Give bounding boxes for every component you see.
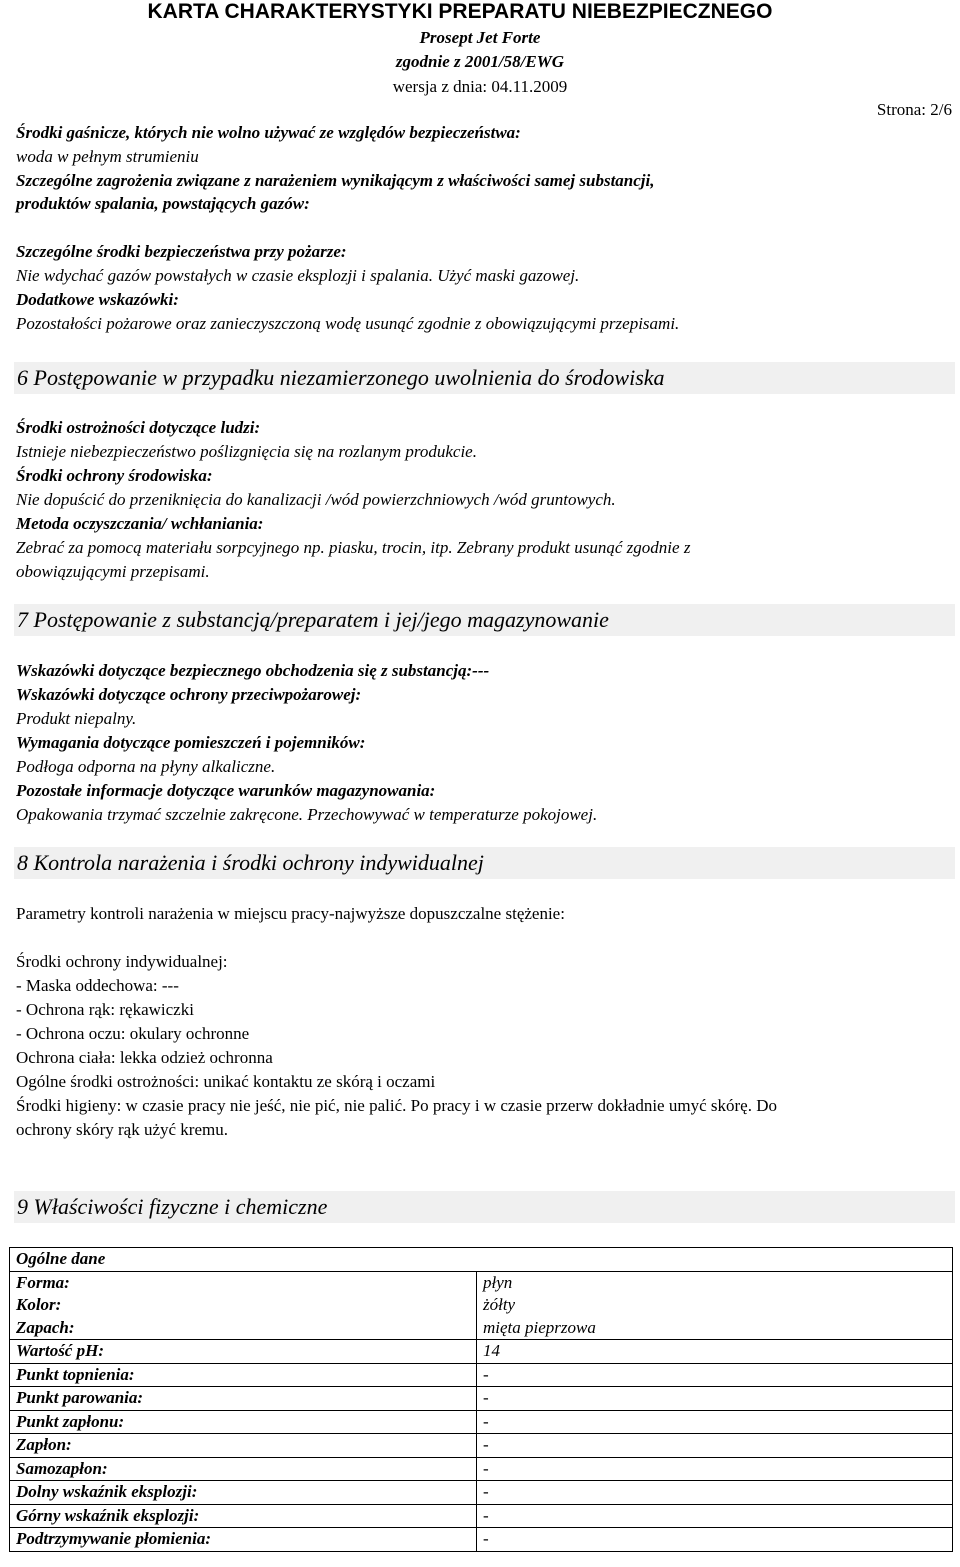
property-value: - <box>477 1504 953 1528</box>
table-row <box>10 1363 953 1387</box>
table-row <box>10 1410 953 1434</box>
section6-line: Zebrać za pomocą materiału sorpcyjnego np. piasku, trocin, itp. Zebrany produkt usunąć zgodnie z <box>16 538 691 557</box>
section8-header <box>14 847 955 879</box>
page-number: Strona: 2/6 <box>876 100 952 119</box>
property-label: Samozapłon: <box>10 1457 477 1481</box>
property-value: - <box>477 1363 953 1387</box>
regulation-reference: zgodnie z 2001/58/EWG <box>395 52 565 71</box>
table-row <box>10 1528 953 1552</box>
section8-line: Środki ochrony indywidualnej: <box>16 952 228 971</box>
table-row <box>10 1294 953 1317</box>
section8-line: ochrony skóry rąk użyć kremu. <box>16 1120 228 1139</box>
section5-line: Dodatkowe wskazówki: <box>16 290 179 309</box>
section9-title: 9 Właściwości fizyczne i chemiczne <box>17 1194 328 1219</box>
section7-header <box>14 604 955 636</box>
section5-line: produktów spalania, powstających gazów: <box>16 194 310 213</box>
property-value: żółty <box>477 1294 953 1317</box>
section7-line: Wymagania dotyczące pomieszczeń i pojemników: <box>16 733 366 752</box>
property-label: Dolny wskaźnik eksplozji: <box>10 1481 477 1505</box>
property-label: Punkt topnienia: <box>10 1363 477 1387</box>
table-row <box>10 1387 953 1411</box>
property-value: płyn <box>477 1271 953 1294</box>
section5-line: Środki gaśnicze, których nie wolno używać ze względów bezpieczeństwa: <box>16 123 521 142</box>
section5-line: Szczególne środki bezpieczeństwa przy pożarze: <box>16 242 347 261</box>
property-label: Punkt parowania: <box>10 1387 477 1411</box>
section6-header <box>14 362 955 394</box>
section6-title: 6 Postępowanie w przypadku niezamierzonego uwolnienia do środowiska <box>17 365 665 390</box>
document-title: KARTA CHARAKTERYSTYKI PREPARATU NIEBEZPIECZNEGO <box>147 0 773 23</box>
section6-line: Metoda oczyszczania/ wchłaniania: <box>16 514 264 533</box>
section8-line: - Ochrona rąk: rękawiczki <box>16 1000 194 1019</box>
property-value: - <box>477 1434 953 1458</box>
section8-line: - Maska oddechowa: --- <box>16 976 179 995</box>
product-name: Prosept Jet Forte <box>419 28 541 47</box>
property-label: Zapach: <box>10 1317 477 1340</box>
section8-line: Ogólne środki ostrożności: unikać kontaktu ze skórą i oczami <box>16 1072 436 1091</box>
property-value: - <box>477 1387 953 1411</box>
section6-line: Istnieje niebezpieczeństwo poślizgnięcia się na rozlanym produkcie. <box>16 442 477 461</box>
property-label: Górny wskaźnik eksplozji: <box>10 1504 477 1528</box>
property-value: - <box>477 1457 953 1481</box>
section6-line: obowiązującymi przepisami. <box>16 562 210 581</box>
section8-title: 8 Kontrola narażenia i środki ochrony indywidualnej <box>17 850 484 875</box>
section7-line: Produkt niepalny. <box>16 709 137 728</box>
section6-line: Nie dopuścić do przeniknięcia do kanalizacji /wód powierzchniowych /wód gruntowych. <box>16 490 616 509</box>
section7-line: Podłoga odporna na płyny alkaliczne. <box>16 757 276 776</box>
section8-line: Parametry kontroli narażenia w miejscu pracy-najwyższe dopuszczalne stężenie: <box>16 904 565 923</box>
property-value: mięta pieprzowa <box>477 1317 953 1340</box>
property-label: Kolor: <box>10 1294 477 1317</box>
property-label: Wartość pH: <box>10 1340 477 1364</box>
table-row <box>10 1340 953 1364</box>
section7-line: Wskazówki dotyczące bezpiecznego obchodzenia się z substancją:--- <box>16 661 490 680</box>
property-value: - <box>477 1481 953 1505</box>
version-date: wersja z dnia: 04.11.2009 <box>392 77 568 96</box>
section9-header <box>14 1191 955 1223</box>
general-data-label: Ogólne dane <box>10 1248 953 1272</box>
property-value: 14 <box>477 1340 953 1364</box>
section7-line: Opakowania trzymać szczelnie zakręcone. Przechowywać w temperaturze pokojowej. <box>16 805 598 824</box>
properties-table <box>9 1247 953 1552</box>
section7-line: Pozostałe informacje dotyczące warunków magazynowania: <box>16 781 436 800</box>
table-row <box>10 1248 953 1272</box>
section8-line: Ochrona ciała: lekka odzież ochronna <box>16 1048 273 1067</box>
section7-line: Wskazówki dotyczące ochrony przeciwpożarowej: <box>16 685 362 704</box>
section5-line: Nie wdychać gazów powstałych w czasie eksplozji i spalania. Użyć maski gazowej. <box>16 266 580 285</box>
section5-line: Szczególne zagrożenia związane z narażeniem wynikającym z właściwości samej substancji, <box>16 171 655 190</box>
property-label: Zapłon: <box>10 1434 477 1458</box>
section5-line: woda w pełnym strumieniu <box>16 147 199 166</box>
section8-line: - Ochrona oczu: okulary ochronne <box>16 1024 250 1043</box>
property-value: - <box>477 1410 953 1434</box>
table-row <box>10 1317 953 1340</box>
table-row <box>10 1434 953 1458</box>
section6-line: Środki ostrożności dotyczące ludzi: <box>16 418 261 437</box>
table-row <box>10 1481 953 1505</box>
section7-title: 7 Postępowanie z substancją/preparatem i jej/jego magazynowanie <box>17 607 609 632</box>
property-value: - <box>477 1528 953 1552</box>
section5-line: Pozostałości pożarowe oraz zanieczyszczoną wodę usunąć zgodnie z obowiązującymi przepisami. <box>16 314 680 333</box>
section6-line: Środki ochrony środowiska: <box>16 466 213 485</box>
property-label: Punkt zapłonu: <box>10 1410 477 1434</box>
section8-line: Środki higieny: w czasie pracy nie jeść, nie pić, nie palić. Po pracy i w czasie przerw dokładnie umyć skórę. Do <box>16 1096 777 1115</box>
table-row <box>10 1457 953 1481</box>
property-label: Forma: <box>10 1271 477 1294</box>
table-row <box>10 1271 953 1294</box>
table-row <box>10 1504 953 1528</box>
property-label: Podtrzymywanie płomienia: <box>10 1528 477 1552</box>
